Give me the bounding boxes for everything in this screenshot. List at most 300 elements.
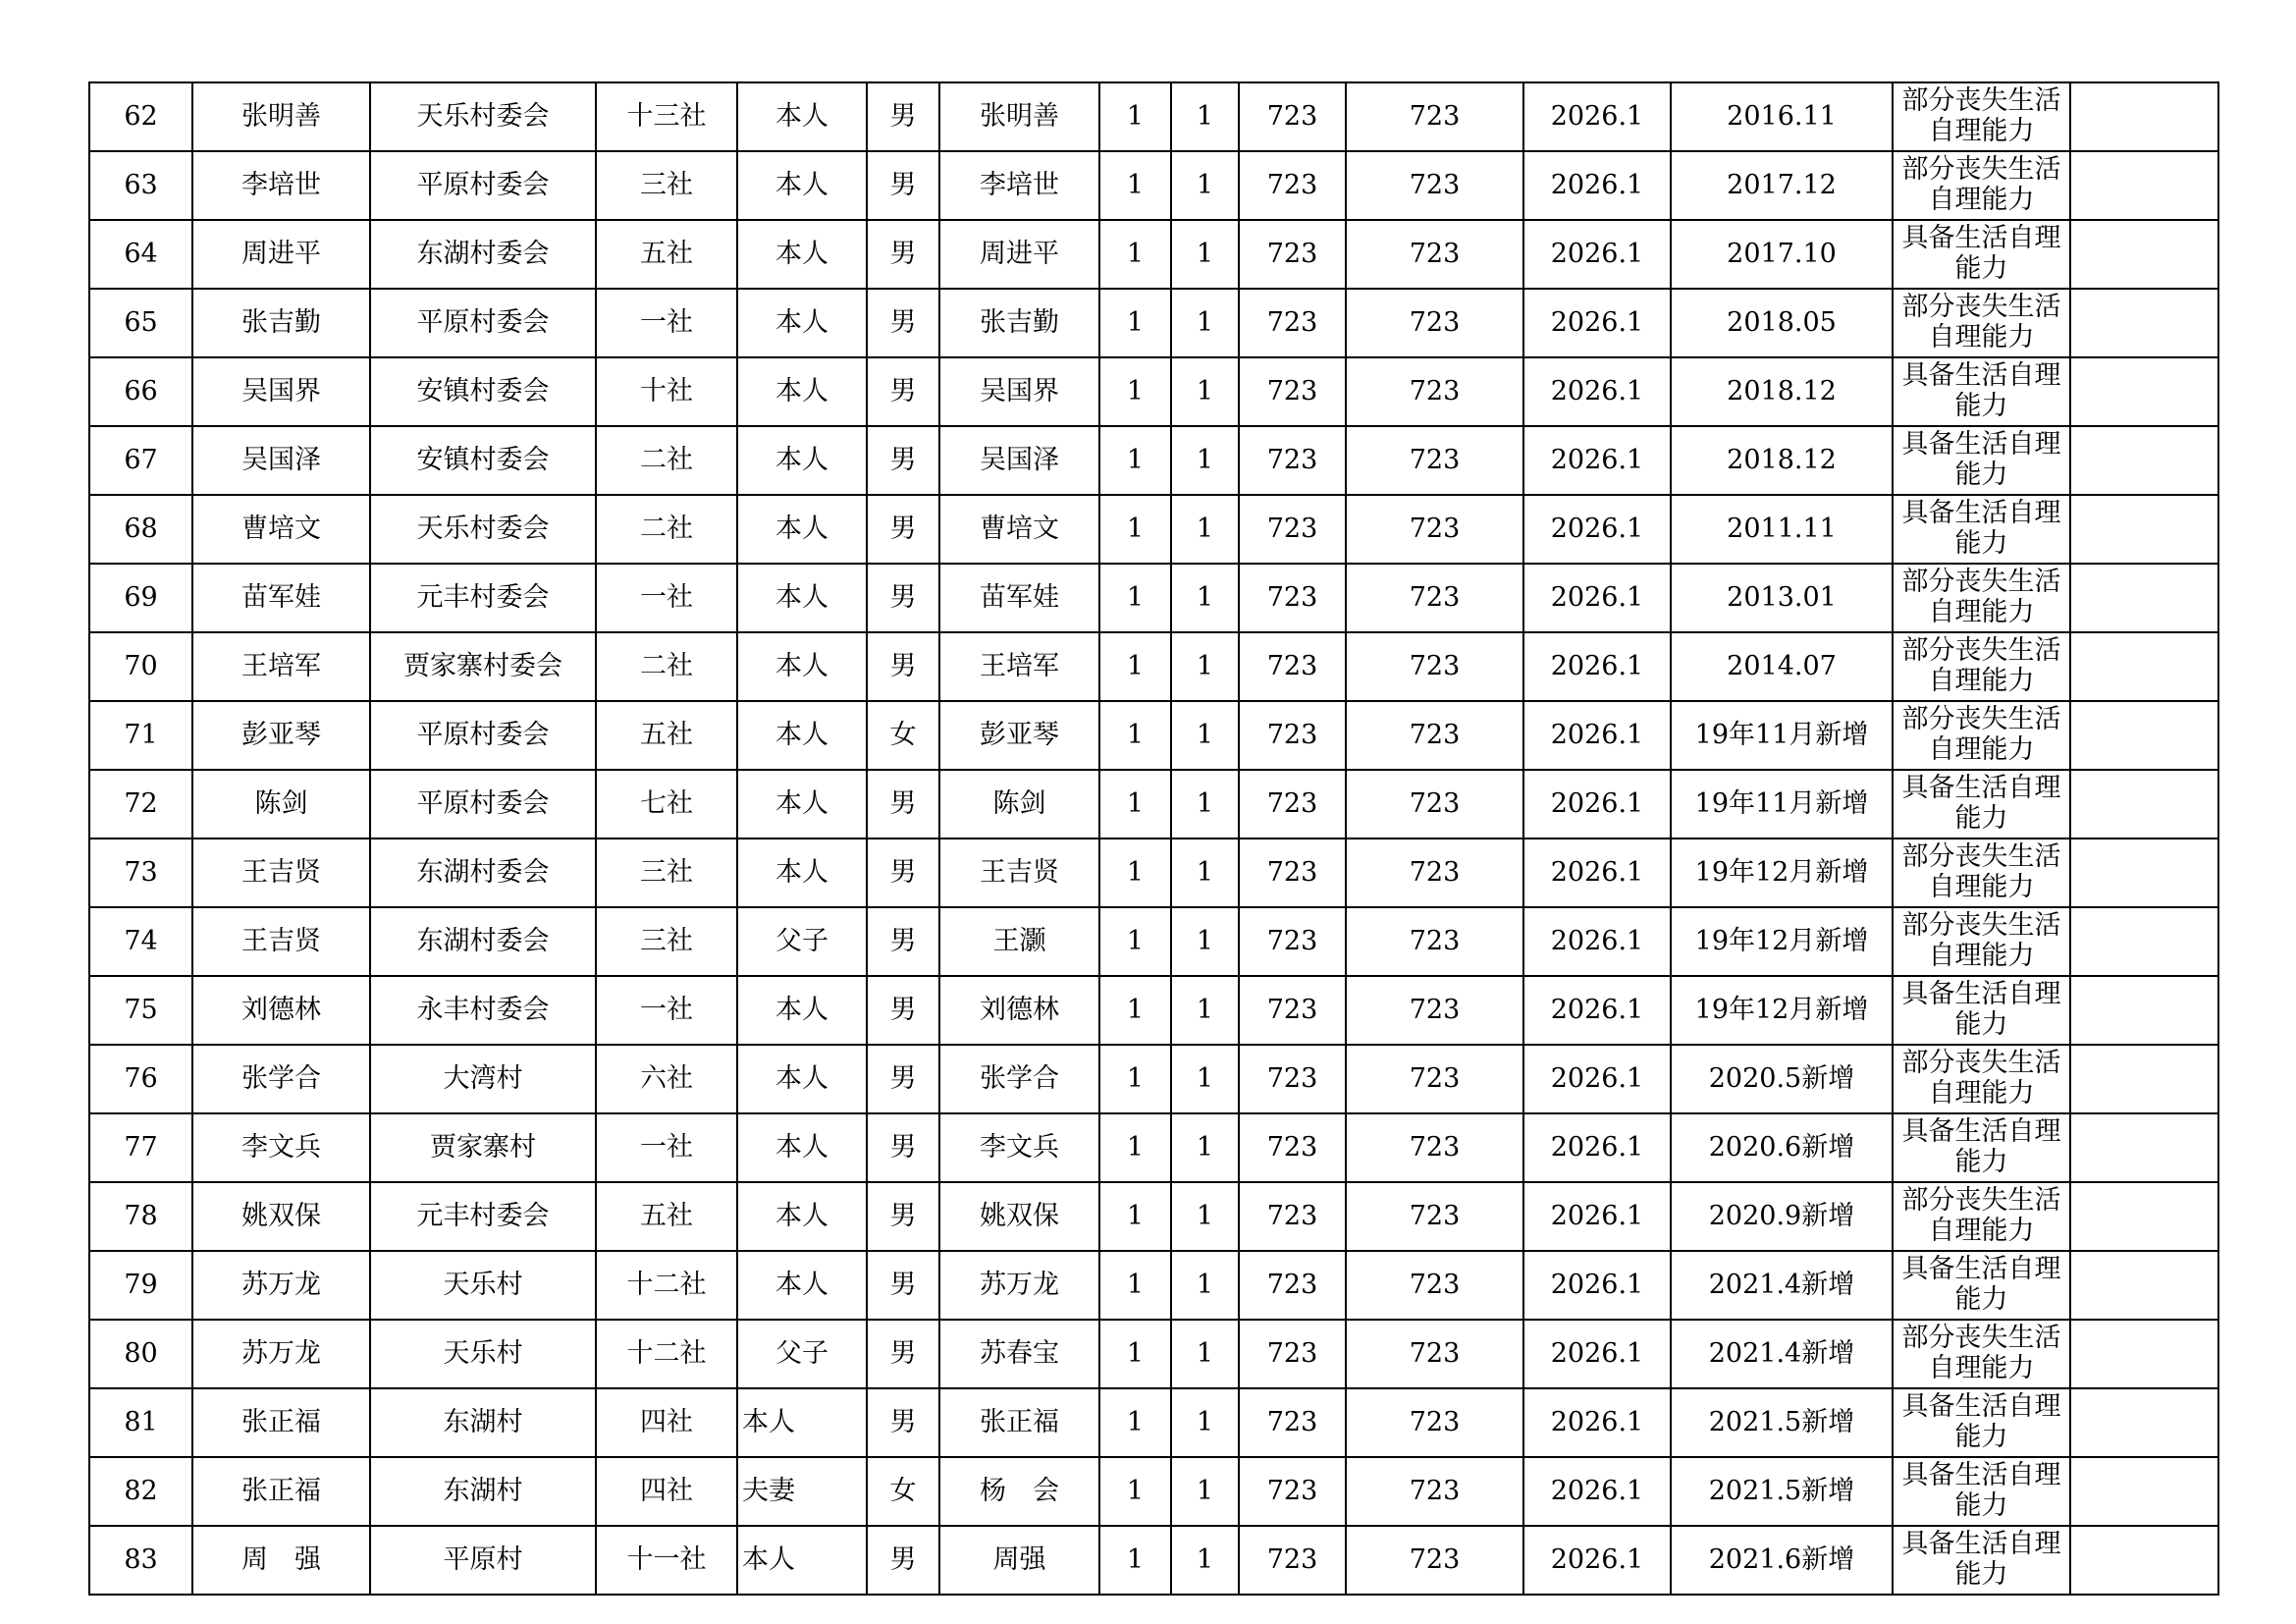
cell-self-care-ability xyxy=(1893,289,2070,357)
cell-village-group: 三社 xyxy=(596,907,737,976)
cell-serial-number: 80 xyxy=(89,1320,192,1388)
cell-village-group: 十社 xyxy=(596,357,737,426)
cell-self-care-ability xyxy=(1893,357,2070,426)
cell-relation: 父子 xyxy=(737,1320,867,1388)
cell-gender: 男 xyxy=(867,1113,939,1182)
cell-household-head: 陈剑 xyxy=(192,770,370,839)
self-care-ability-text: 具备生活自理能力 xyxy=(1901,773,2061,834)
cell-relation: 本人 xyxy=(737,632,867,701)
table-row xyxy=(89,1320,2218,1388)
cell-valid-until: 2026.1 xyxy=(1523,495,1671,564)
cell-household-count: 1 xyxy=(1099,1251,1171,1320)
cell-self-care-ability xyxy=(1893,770,2070,839)
cell-household-count: 1 xyxy=(1099,151,1171,220)
cell-village-committee: 永丰村委会 xyxy=(370,976,596,1045)
cell-enrolled-date: 19年12月新增 xyxy=(1671,907,1893,976)
cell-gender: 男 xyxy=(867,426,939,495)
self-care-ability-text: 具备生活自理能力 xyxy=(1901,1116,2061,1177)
cell-monthly-amount: 723 xyxy=(1346,976,1523,1045)
self-care-ability-text: 部分丧失生活自理能力 xyxy=(1901,704,2061,765)
cell-monthly-amount: 723 xyxy=(1346,632,1523,701)
cell-serial-number: 83 xyxy=(89,1526,192,1595)
cell-relation: 本人 xyxy=(737,289,867,357)
cell-member-name: 王培军 xyxy=(939,632,1099,701)
roster-table xyxy=(88,81,2219,1596)
cell-monthly-amount: 723 xyxy=(1346,357,1523,426)
cell-serial-number: 77 xyxy=(89,1113,192,1182)
cell-household-count: 1 xyxy=(1099,770,1171,839)
cell-serial-number: 81 xyxy=(89,1388,192,1457)
cell-enrolled-date: 2020.9新增 xyxy=(1671,1182,1893,1251)
cell-person-count: 1 xyxy=(1171,632,1239,701)
cell-relation: 本人 xyxy=(737,1045,867,1113)
cell-gender: 男 xyxy=(867,1320,939,1388)
table-row xyxy=(89,426,2218,495)
cell-person-count: 1 xyxy=(1171,82,1239,151)
self-care-ability-text: 部分丧失生活自理能力 xyxy=(1901,567,2061,627)
cell-gender: 男 xyxy=(867,357,939,426)
cell-household-count: 1 xyxy=(1099,220,1171,289)
cell-remark xyxy=(2070,1045,2218,1113)
cell-village-committee: 东湖村 xyxy=(370,1457,596,1526)
cell-serial-number: 74 xyxy=(89,907,192,976)
cell-village-committee: 贾家寨村 xyxy=(370,1113,596,1182)
cell-village-committee: 东湖村委会 xyxy=(370,220,596,289)
cell-standard-amount: 723 xyxy=(1239,1251,1346,1320)
cell-person-count: 1 xyxy=(1171,1457,1239,1526)
cell-valid-until: 2026.1 xyxy=(1523,1526,1671,1595)
self-care-ability-text: 具备生活自理能力 xyxy=(1901,360,2061,421)
cell-village-committee: 安镇村委会 xyxy=(370,426,596,495)
cell-village-committee: 平原村 xyxy=(370,1526,596,1595)
cell-village-group: 二社 xyxy=(596,632,737,701)
cell-standard-amount: 723 xyxy=(1239,289,1346,357)
cell-self-care-ability xyxy=(1893,1251,2070,1320)
cell-standard-amount: 723 xyxy=(1239,1113,1346,1182)
cell-standard-amount: 723 xyxy=(1239,1182,1346,1251)
cell-person-count: 1 xyxy=(1171,357,1239,426)
self-care-ability-text: 部分丧失生活自理能力 xyxy=(1901,1323,2061,1383)
cell-household-count: 1 xyxy=(1099,976,1171,1045)
cell-valid-until: 2026.1 xyxy=(1523,839,1671,907)
cell-standard-amount: 723 xyxy=(1239,151,1346,220)
cell-valid-until: 2026.1 xyxy=(1523,1113,1671,1182)
cell-gender: 男 xyxy=(867,907,939,976)
cell-relation: 本人 xyxy=(737,564,867,632)
cell-village-group: 十三社 xyxy=(596,82,737,151)
cell-enrolled-date: 2016.11 xyxy=(1671,82,1893,151)
cell-remark xyxy=(2070,907,2218,976)
cell-village-group: 五社 xyxy=(596,1182,737,1251)
cell-village-group: 三社 xyxy=(596,151,737,220)
cell-household-head: 李培世 xyxy=(192,151,370,220)
cell-standard-amount: 723 xyxy=(1239,564,1346,632)
cell-enrolled-date: 19年12月新增 xyxy=(1671,976,1893,1045)
cell-self-care-ability xyxy=(1893,1320,2070,1388)
cell-gender: 男 xyxy=(867,976,939,1045)
cell-serial-number: 73 xyxy=(89,839,192,907)
cell-member-name: 吴国界 xyxy=(939,357,1099,426)
cell-relation: 夫妻 xyxy=(737,1457,867,1526)
cell-household-head: 曹培文 xyxy=(192,495,370,564)
cell-valid-until: 2026.1 xyxy=(1523,1320,1671,1388)
cell-standard-amount: 723 xyxy=(1239,839,1346,907)
self-care-ability-text: 部分丧失生活自理能力 xyxy=(1901,154,2061,215)
cell-person-count: 1 xyxy=(1171,1182,1239,1251)
cell-gender: 女 xyxy=(867,701,939,770)
cell-person-count: 1 xyxy=(1171,220,1239,289)
cell-gender: 男 xyxy=(867,151,939,220)
cell-village-group: 四社 xyxy=(596,1388,737,1457)
cell-household-count: 1 xyxy=(1099,1113,1171,1182)
cell-gender: 男 xyxy=(867,839,939,907)
cell-relation: 本人 xyxy=(737,357,867,426)
cell-village-group: 五社 xyxy=(596,701,737,770)
cell-monthly-amount: 723 xyxy=(1346,151,1523,220)
cell-village-group: 五社 xyxy=(596,220,737,289)
cell-valid-until: 2026.1 xyxy=(1523,289,1671,357)
cell-gender: 男 xyxy=(867,1526,939,1595)
cell-member-name: 张明善 xyxy=(939,82,1099,151)
cell-member-name: 王吉贤 xyxy=(939,839,1099,907)
cell-person-count: 1 xyxy=(1171,495,1239,564)
cell-remark xyxy=(2070,976,2218,1045)
table-row xyxy=(89,701,2218,770)
cell-monthly-amount: 723 xyxy=(1346,1320,1523,1388)
cell-enrolled-date: 2018.12 xyxy=(1671,357,1893,426)
cell-village-group: 十二社 xyxy=(596,1251,737,1320)
table-row xyxy=(89,907,2218,976)
cell-member-name: 姚双保 xyxy=(939,1182,1099,1251)
cell-person-count: 1 xyxy=(1171,1113,1239,1182)
cell-village-committee: 平原村委会 xyxy=(370,289,596,357)
cell-relation: 本人 xyxy=(737,976,867,1045)
cell-member-name: 苏万龙 xyxy=(939,1251,1099,1320)
cell-household-count: 1 xyxy=(1099,1182,1171,1251)
cell-remark xyxy=(2070,1182,2218,1251)
cell-household-count: 1 xyxy=(1099,1320,1171,1388)
cell-enrolled-date: 2017.10 xyxy=(1671,220,1893,289)
cell-standard-amount: 723 xyxy=(1239,426,1346,495)
cell-member-name: 王灏 xyxy=(939,907,1099,976)
cell-serial-number: 82 xyxy=(89,1457,192,1526)
cell-member-name: 张吉勤 xyxy=(939,289,1099,357)
cell-monthly-amount: 723 xyxy=(1346,495,1523,564)
self-care-ability-text: 部分丧失生活自理能力 xyxy=(1901,85,2061,146)
cell-valid-until: 2026.1 xyxy=(1523,357,1671,426)
cell-village-group: 六社 xyxy=(596,1045,737,1113)
cell-serial-number: 67 xyxy=(89,426,192,495)
cell-monthly-amount: 723 xyxy=(1346,907,1523,976)
table-row xyxy=(89,1113,2218,1182)
cell-monthly-amount: 723 xyxy=(1346,564,1523,632)
cell-village-committee: 元丰村委会 xyxy=(370,564,596,632)
table-row xyxy=(89,839,2218,907)
table-row xyxy=(89,1388,2218,1457)
self-care-ability-text: 具备生活自理能力 xyxy=(1901,1529,2061,1590)
cell-village-committee: 平原村委会 xyxy=(370,701,596,770)
cell-enrolled-date: 2021.5新增 xyxy=(1671,1457,1893,1526)
self-care-ability-text: 部分丧失生活自理能力 xyxy=(1901,910,2061,971)
cell-serial-number: 79 xyxy=(89,1251,192,1320)
roster-table-body xyxy=(89,82,2218,1595)
cell-valid-until: 2026.1 xyxy=(1523,426,1671,495)
table-row xyxy=(89,1251,2218,1320)
cell-remark xyxy=(2070,220,2218,289)
cell-village-group: 一社 xyxy=(596,564,737,632)
table-row xyxy=(89,1457,2218,1526)
cell-gender: 男 xyxy=(867,564,939,632)
cell-household-head: 刘德林 xyxy=(192,976,370,1045)
cell-household-count: 1 xyxy=(1099,495,1171,564)
cell-member-name: 周强 xyxy=(939,1526,1099,1595)
cell-monthly-amount: 723 xyxy=(1346,1388,1523,1457)
cell-village-committee: 天乐村 xyxy=(370,1251,596,1320)
cell-self-care-ability xyxy=(1893,1182,2070,1251)
cell-monthly-amount: 723 xyxy=(1346,1182,1523,1251)
cell-household-head: 王吉贤 xyxy=(192,907,370,976)
cell-household-head: 姚双保 xyxy=(192,1182,370,1251)
cell-valid-until: 2026.1 xyxy=(1523,564,1671,632)
cell-standard-amount: 723 xyxy=(1239,357,1346,426)
cell-household-head: 张明善 xyxy=(192,82,370,151)
cell-village-committee: 大湾村 xyxy=(370,1045,596,1113)
cell-standard-amount: 723 xyxy=(1239,1320,1346,1388)
cell-relation: 本人 xyxy=(737,495,867,564)
cell-household-head: 周进平 xyxy=(192,220,370,289)
cell-serial-number: 65 xyxy=(89,289,192,357)
cell-serial-number: 64 xyxy=(89,220,192,289)
cell-standard-amount: 723 xyxy=(1239,1526,1346,1595)
cell-remark xyxy=(2070,701,2218,770)
cell-person-count: 1 xyxy=(1171,701,1239,770)
cell-valid-until: 2026.1 xyxy=(1523,632,1671,701)
cell-enrolled-date: 2021.5新增 xyxy=(1671,1388,1893,1457)
self-care-ability-text: 具备生活自理能力 xyxy=(1901,498,2061,559)
cell-serial-number: 71 xyxy=(89,701,192,770)
table-row xyxy=(89,1182,2218,1251)
cell-member-name: 李文兵 xyxy=(939,1113,1099,1182)
self-care-ability-text: 具备生活自理能力 xyxy=(1901,1460,2061,1521)
cell-gender: 男 xyxy=(867,289,939,357)
cell-enrolled-date: 2021.4新增 xyxy=(1671,1320,1893,1388)
table-row xyxy=(89,357,2218,426)
cell-self-care-ability xyxy=(1893,426,2070,495)
cell-person-count: 1 xyxy=(1171,1320,1239,1388)
cell-valid-until: 2026.1 xyxy=(1523,1457,1671,1526)
cell-relation: 本人 xyxy=(737,1182,867,1251)
cell-village-committee: 平原村委会 xyxy=(370,770,596,839)
cell-member-name: 曹培文 xyxy=(939,495,1099,564)
cell-valid-until: 2026.1 xyxy=(1523,220,1671,289)
cell-self-care-ability xyxy=(1893,976,2070,1045)
cell-village-committee: 平原村委会 xyxy=(370,151,596,220)
cell-serial-number: 62 xyxy=(89,82,192,151)
cell-self-care-ability xyxy=(1893,1526,2070,1595)
cell-village-group: 二社 xyxy=(596,495,737,564)
cell-enrolled-date: 2020.5新增 xyxy=(1671,1045,1893,1113)
cell-household-count: 1 xyxy=(1099,357,1171,426)
cell-relation: 本人 xyxy=(737,1526,867,1595)
cell-relation: 本人 xyxy=(737,770,867,839)
cell-monthly-amount: 723 xyxy=(1346,1045,1523,1113)
cell-remark xyxy=(2070,82,2218,151)
cell-monthly-amount: 723 xyxy=(1346,701,1523,770)
cell-standard-amount: 723 xyxy=(1239,701,1346,770)
cell-monthly-amount: 723 xyxy=(1346,289,1523,357)
cell-village-group: 三社 xyxy=(596,839,737,907)
cell-valid-until: 2026.1 xyxy=(1523,82,1671,151)
cell-serial-number: 69 xyxy=(89,564,192,632)
cell-enrolled-date: 2018.12 xyxy=(1671,426,1893,495)
cell-serial-number: 66 xyxy=(89,357,192,426)
cell-enrolled-date: 19年11月新增 xyxy=(1671,701,1893,770)
table-row xyxy=(89,289,2218,357)
self-care-ability-text: 具备生活自理能力 xyxy=(1901,429,2061,490)
cell-relation: 本人 xyxy=(737,1388,867,1457)
cell-member-name: 苏春宝 xyxy=(939,1320,1099,1388)
cell-village-group: 四社 xyxy=(596,1457,737,1526)
cell-standard-amount: 723 xyxy=(1239,1045,1346,1113)
self-care-ability-text: 部分丧失生活自理能力 xyxy=(1901,1185,2061,1246)
cell-serial-number: 76 xyxy=(89,1045,192,1113)
cell-self-care-ability xyxy=(1893,632,2070,701)
cell-valid-until: 2026.1 xyxy=(1523,1388,1671,1457)
cell-valid-until: 2026.1 xyxy=(1523,770,1671,839)
cell-village-group: 十二社 xyxy=(596,1320,737,1388)
cell-person-count: 1 xyxy=(1171,907,1239,976)
cell-monthly-amount: 723 xyxy=(1346,1251,1523,1320)
cell-gender: 男 xyxy=(867,1251,939,1320)
cell-self-care-ability xyxy=(1893,839,2070,907)
cell-relation: 本人 xyxy=(737,82,867,151)
cell-person-count: 1 xyxy=(1171,1526,1239,1595)
cell-self-care-ability xyxy=(1893,1113,2070,1182)
cell-village-committee: 天乐村委会 xyxy=(370,495,596,564)
cell-standard-amount: 723 xyxy=(1239,495,1346,564)
cell-remark xyxy=(2070,1457,2218,1526)
cell-village-committee: 安镇村委会 xyxy=(370,357,596,426)
cell-enrolled-date: 2021.6新增 xyxy=(1671,1526,1893,1595)
cell-relation: 本人 xyxy=(737,1113,867,1182)
cell-member-name: 周进平 xyxy=(939,220,1099,289)
cell-household-head: 苗军娃 xyxy=(192,564,370,632)
cell-household-head: 张正福 xyxy=(192,1457,370,1526)
cell-enrolled-date: 2017.12 xyxy=(1671,151,1893,220)
cell-valid-until: 2026.1 xyxy=(1523,1251,1671,1320)
cell-serial-number: 63 xyxy=(89,151,192,220)
cell-village-group: 十一社 xyxy=(596,1526,737,1595)
cell-relation: 本人 xyxy=(737,151,867,220)
cell-monthly-amount: 723 xyxy=(1346,426,1523,495)
cell-relation: 本人 xyxy=(737,1251,867,1320)
self-care-ability-text: 部分丧失生活自理能力 xyxy=(1901,841,2061,902)
table-row xyxy=(89,220,2218,289)
cell-household-count: 1 xyxy=(1099,289,1171,357)
cell-standard-amount: 723 xyxy=(1239,907,1346,976)
cell-enrolled-date: 2014.07 xyxy=(1671,632,1893,701)
cell-self-care-ability xyxy=(1893,1457,2070,1526)
cell-monthly-amount: 723 xyxy=(1346,82,1523,151)
cell-remark xyxy=(2070,357,2218,426)
cell-person-count: 1 xyxy=(1171,976,1239,1045)
cell-household-head: 周 强 xyxy=(192,1526,370,1595)
cell-gender: 女 xyxy=(867,1457,939,1526)
cell-self-care-ability xyxy=(1893,1388,2070,1457)
cell-monthly-amount: 723 xyxy=(1346,1113,1523,1182)
cell-village-group: 一社 xyxy=(596,289,737,357)
cell-person-count: 1 xyxy=(1171,1388,1239,1457)
cell-monthly-amount: 723 xyxy=(1346,220,1523,289)
cell-valid-until: 2026.1 xyxy=(1523,907,1671,976)
cell-standard-amount: 723 xyxy=(1239,770,1346,839)
self-care-ability-text: 具备生活自理能力 xyxy=(1901,979,2061,1040)
table-row xyxy=(89,82,2218,151)
cell-person-count: 1 xyxy=(1171,564,1239,632)
cell-enrolled-date: 19年12月新增 xyxy=(1671,839,1893,907)
table-row xyxy=(89,632,2218,701)
cell-household-count: 1 xyxy=(1099,1045,1171,1113)
cell-village-committee: 东湖村委会 xyxy=(370,907,596,976)
cell-remark xyxy=(2070,1251,2218,1320)
cell-enrolled-date: 2021.4新增 xyxy=(1671,1251,1893,1320)
cell-household-head: 吴国界 xyxy=(192,357,370,426)
cell-self-care-ability xyxy=(1893,564,2070,632)
cell-remark xyxy=(2070,151,2218,220)
cell-self-care-ability xyxy=(1893,220,2070,289)
cell-valid-until: 2026.1 xyxy=(1523,151,1671,220)
cell-relation: 父子 xyxy=(737,907,867,976)
cell-village-group: 一社 xyxy=(596,1113,737,1182)
cell-serial-number: 75 xyxy=(89,976,192,1045)
cell-serial-number: 72 xyxy=(89,770,192,839)
cell-member-name: 陈剑 xyxy=(939,770,1099,839)
cell-remark xyxy=(2070,770,2218,839)
cell-valid-until: 2026.1 xyxy=(1523,1045,1671,1113)
cell-remark xyxy=(2070,495,2218,564)
cell-household-count: 1 xyxy=(1099,1526,1171,1595)
cell-person-count: 1 xyxy=(1171,289,1239,357)
cell-household-count: 1 xyxy=(1099,632,1171,701)
cell-relation: 本人 xyxy=(737,426,867,495)
cell-gender: 男 xyxy=(867,1182,939,1251)
cell-household-count: 1 xyxy=(1099,839,1171,907)
cell-member-name: 杨 会 xyxy=(939,1457,1099,1526)
cell-household-head: 苏万龙 xyxy=(192,1320,370,1388)
table-row xyxy=(89,564,2218,632)
cell-enrolled-date: 2020.6新增 xyxy=(1671,1113,1893,1182)
cell-village-committee: 元丰村委会 xyxy=(370,1182,596,1251)
cell-household-count: 1 xyxy=(1099,1388,1171,1457)
cell-enrolled-date: 2013.01 xyxy=(1671,564,1893,632)
self-care-ability-text: 具备生活自理能力 xyxy=(1901,1391,2061,1452)
table-row xyxy=(89,1045,2218,1113)
cell-gender: 男 xyxy=(867,632,939,701)
cell-relation: 本人 xyxy=(737,839,867,907)
cell-self-care-ability xyxy=(1893,907,2070,976)
cell-enrolled-date: 2011.11 xyxy=(1671,495,1893,564)
cell-gender: 男 xyxy=(867,1388,939,1457)
cell-remark xyxy=(2070,564,2218,632)
cell-household-head: 彭亚琴 xyxy=(192,701,370,770)
cell-standard-amount: 723 xyxy=(1239,82,1346,151)
cell-standard-amount: 723 xyxy=(1239,220,1346,289)
cell-monthly-amount: 723 xyxy=(1346,839,1523,907)
cell-household-head: 张正福 xyxy=(192,1388,370,1457)
cell-valid-until: 2026.1 xyxy=(1523,701,1671,770)
cell-member-name: 彭亚琴 xyxy=(939,701,1099,770)
cell-household-head: 张学合 xyxy=(192,1045,370,1113)
